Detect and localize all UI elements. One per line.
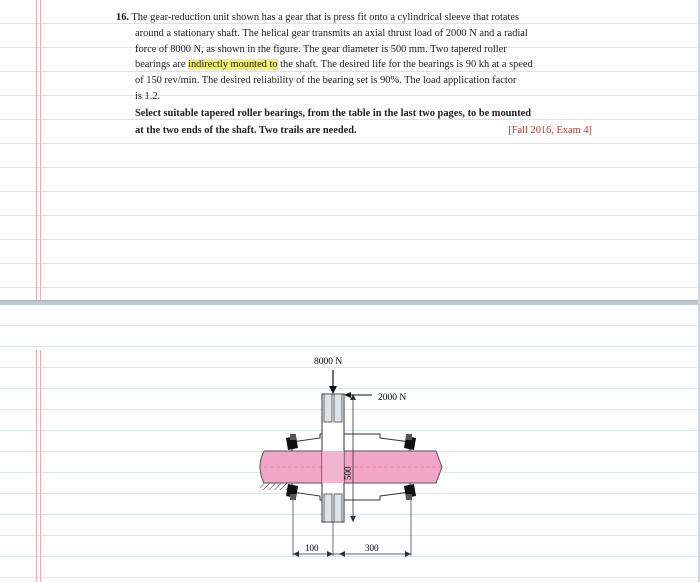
problem-line: force of 8000 N, as shown in the figure. The gear diameter is 500 mm. Two tapered roller <box>135 43 507 55</box>
gear-tooth <box>334 494 342 522</box>
gear-tooth <box>324 394 332 422</box>
gear-shaft-diagram <box>250 350 450 565</box>
problem-line: of 150 rev/min. The desired reliability of the bearing set is 90%. The load application factor <box>135 75 517 87</box>
axial-load-label: 2000 N <box>378 393 407 403</box>
dimension-left-label: 100 <box>305 543 319 553</box>
problem-line: is 1.2. <box>135 90 161 102</box>
gear-tooth <box>334 394 342 422</box>
task-line: Select suitable tapered roller bearings, from the table in the last two pages, to be mounted <box>135 107 532 119</box>
radial-load-label: 8000 N <box>314 357 343 367</box>
problem-line-highlighted <box>116 57 592 73</box>
problem-line: around a stationary shaft. The helical gear transmits an axial thrust load of 2000 N and a radial <box>135 27 528 39</box>
problem-statement <box>116 10 592 138</box>
gear-tooth <box>324 494 332 522</box>
dimension-arrowhead <box>339 551 345 557</box>
problem-number: 16. <box>116 12 129 23</box>
text-fragment: bearings are <box>135 59 189 71</box>
dimension-arrowhead <box>293 551 299 557</box>
margin-line <box>40 350 41 582</box>
highlighted-text: indirectly mounted to <box>188 59 278 71</box>
exam-reference: [Fall 2016, Exam 4] <box>508 124 592 136</box>
dimension-arrowhead <box>405 551 411 557</box>
margin-line <box>36 350 37 582</box>
dimension-arrowhead <box>350 516 356 522</box>
diameter-label: 500 <box>343 466 353 480</box>
task-text: at the two ends of the shaft. Two trails are needed. <box>135 124 357 136</box>
margin-line <box>36 0 37 300</box>
text-fragment: the shaft. The desired life for the bearings is 90 kh at a speed <box>277 59 533 71</box>
dimension-arrowhead <box>327 551 333 557</box>
shaft-section <box>322 451 344 483</box>
problem-line: The gear-reduction unit shown has a gear that is press fit onto a cylindrical sleeve that rotates <box>131 12 520 23</box>
radial-load-arrowhead <box>329 386 337 394</box>
dimension-right-label: 300 <box>365 543 379 553</box>
task-line-with-reference <box>116 123 592 139</box>
axial-load-arrowhead <box>344 392 351 398</box>
gear-reduction-figure <box>250 350 450 565</box>
margin-line <box>40 0 41 300</box>
